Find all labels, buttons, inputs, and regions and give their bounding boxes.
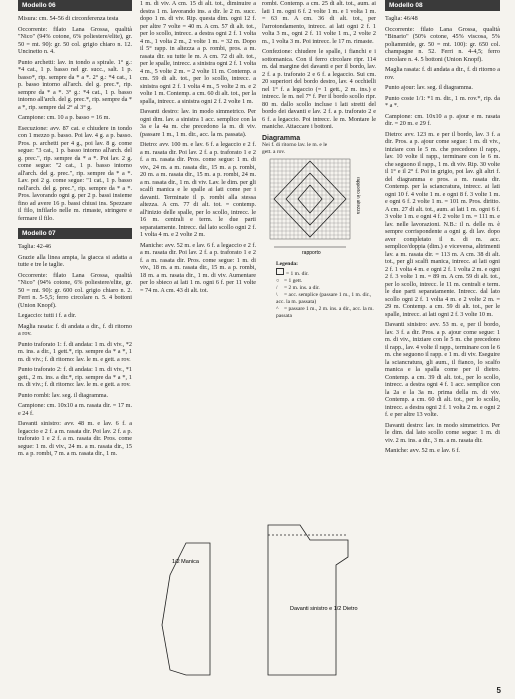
paragraph-occorrente-2: Occorrente: filato Lana Grossa, qualità "Nico" (94% cotone, 6% poliestere/elite, gr. 50 = mt. 90): gr. 600 col. grigio chiaro n. 2. Ferri n. 5-5,5; ferro circolare n. 5. 4 bottoni (Union Knopf). [18,271,132,309]
yarn-over-icon: ○ [276,278,280,284]
section-header-2: Modello 07 [18,228,132,239]
paragraph-continued: 1 m. di viv. A cm. 15 di alt. tot., diminuire a destra 1 m. lavorando ins. a dir. le 2 m. succ. dopo 1 m. di viv. Rip. questa dim. ogni 12 f. per altre 7 volte = 40 m. A cm. 57 di alt. tot., per lo scollo, intrecc. a destra ogni 2 f. 1 volta 4 m., 1 volta 2 m., 2 volte 1 m. = 32 m. Dopo il 5° rapp. in altezza a p. rombi, pros. a m. rasata dir. su tutte le m. A cm. 72 di alt. tot., per le spalle, intrecc. a sinistra ogni 2 f. 1 volta 4 m., 5 volte 2 m. = 2 volte 11 m. Contemp. a cm. 59 di alt. tot., per lo scollo, intrecc. a sinistra ogni 2 f. 1 volta 4 m., 5 volte 2 m. e 2 volte 1 m. Contemp. a cm. 60 di alt. tot., per la spalla, intrecc. a sinistra ogni 2 f. 2 volte 1 m. [140,0,256,105]
paragraph-misura: Misura: cm. 54-56 di circonferenza testa [18,15,119,22]
paragraph-traforato-2: Punto traforato 2: f. di andata: 1 m. di viv., *1 gett., 2 m. ins. a dir.*, rip. sempre da * a *, 1 m. di viv.; f. di ritorno: lav. le m. e gett. a rov. [18,366,132,388]
paragraph-maniche: Maniche: avv. 52 m. e lav. 6 f. [385,447,460,454]
paragraph-campione-2: Campione: cm. 10x10 a m. rasata dir. = 17 m. e 24 f. [18,402,132,417]
paragraph-campione: Campione: cm. 10 a p. basso = 16 m. [18,114,110,121]
paragraph-maniche: Maniche: avv. 52 m. e lav. 6 f. a legaccio e 2 f. a m. rasata dir. Poi lav. 2 f. a p. traforato 1 e 2 f. a m. rasata dir. Pros. come segue: 1 m. di viv., 18 m. a m. rasata dir., 15 m. a p. rombi, 18 m. a m. rasata dir., 1 m. di viv. Aumentare per lo sbieco ai lati 1 m. ogni 6 f. per 11 volte = 74 m. A cm. 43 di alt. tot. [140,241,256,294]
paragraph-punto-archetti: Punto archetti: lav. in tondo a spirale. 1° g.: *4 cat., 1 p. basso nel gr. succ., salt. 1 p. basso*, rip. sempre da * a *. 2° g.: *4 cat., 1 p. basso intorno all'arch. del g. prec.*, rip. sempre da * a *. 3° g.: *4 cat., 1 p. basso intorno all'arch. del g. prec.*, rip. sempre da * a *, rip. sempre dal 2° al 3° g. [18,58,132,111]
body-outline [268,525,348,675]
column-3 [262,0,376,320]
paragraph-intro: Grazie alla linea ampia, la giacca si adatta a tutte e tre le taglie. [18,253,132,268]
paragraph-costa: Punto coste 1/1: *1 m. dir., 1 m. rov.*, rip. da * a *. [385,94,500,109]
rapporto-altezza-label: rapporto in altezza [356,177,361,215]
knit-stitch-icon [276,268,284,275]
paragraph-ajour: Punto ajour: lav. seg. il diagramma. [385,84,473,91]
k2tog-icon: / [276,285,278,291]
double-decrease-icon: ^ [276,306,279,312]
manica-label: 1/2 Manica [172,559,199,565]
paragraph-esecuzione: Esecuzione: avv. 87 cat. e chiudere in tondo con 1 mezzo p. basso. Poi lav. 4 g. a p. basso. Pros. p. archetti per 4 g., poi lav. 8 g. come segue: "3 cat., 1 p. basso intorno all'arch. del g. prec.", rip. sempre da * a *. Poi lav. 2 g. come segue: "2 cat., 1 p. basso intorno all'arch. del g. prec.", rip. sempre da * a *. Lav. poi 2 g. come segue: "1 cat., 1 p. basso nell'arch. del g. prec.", rip. sempre da * a *. Pros. lavorando ogni g. per 2 p. bassi insieme fino ad avere 16 p. bassi chiusi ins. Spezzare il filo, infilarlo nelle m. rimaste, stringere e fermare il filo. [18,124,132,222]
column-4 [385,0,500,458]
paragraph-taglia: Taglia: 46/48 [385,15,418,22]
paragraph-dietro: Dietro: avv. 123 m. e per il bordo, lav. 3 f. a dir. Pros. a p. ajour come segue: 1 m. di viv., iniziare con le 5 m. che precedono il rapp., lav. 10 volte il rapp., terminare con le 6 m. che seguono il rapp., 1 m. di viv. Rip. 30 volte il 1° e il 2° f. Poi in grigio, poi lav. gli altri f. del diagramma e pros. a m. rasata dir. Contemp. per la sciancratura, intrecc. ai lati ogni 10 f. 4 volte 1 m. e ogni 8 f. 3 volte 1 m. e ogni 6 f. 2 volte 1 m. = 101 m. Pros. diritto. A cm. 27 di alt. tot., aum. ai lati 1 m. ogni 6 f. 3 volte 1 m. e ogni 4 f. 2 volte 1 m. = 111 m. e lav. nelle lavorazioni. N.B.: il n. delle m. è sempre corrispondente a ogni g. di lav. dopo aver completato il n. di m. acc. semplice/doppia (dim.) e viceversa, altrimenti lav. a m. rasata dir. = 113 m. A cm. 38 di alt. tot., per gli scalfi manica, intrecc. ai lati ogni 2 f. 1 volta 4 m. e ogni 2 f. 1 volta 2 m. e ogni 2 f. 3 volte 1 m. = 89 m. A cm. 59 di alt. tot., per lo scollo, intrecc. le 11 m. centrali e term. le due parti separatamente. Intrecc. dal lato scollo ogni 2 f. 1 volta 4 m. e 2 volte 2 m. = 29 m. Contemp. a cm. 59 di alt. tot., per le spalle, intrecc. ai lati ogni 2 f. 3 volte 10 m. [385,130,500,318]
paragraph-davanti-sx: Davanti sinistro: avv. 53 m. e, per il bordo, lav. 3 f. a dir. Pros. a p. ajour come segue: 1 m. di viv., iniziare con le 5 m. che precedono il rapp., lav. 4 volte il rapp., terminare con le 6 m. che seguono il rapp. e 1 m. di viv. Eseguire la sciancratura, gli aum., il fianco, lo scalfo manica e la spalla come per il dietro. Contemp. a cm. 39 di alt. tot., per lo scollo, intrecc. a destra ogni 4 f. 1 acc. semplice con la 2a e la 3a m. prima della m. di viv. Contemp. a cm. 60 di alt. tot., per lo scollo, intrecc. a destra ogni 2 f. 1 volta 2 m. e ogni 2 f. e per altre 13 volte. [385,321,500,418]
diagram-title: Diagramma [262,134,301,142]
paragraph-legaccio: Legaccio: tutti i f. a dir. [18,312,77,319]
paragraph-traforato-1: Punto traforato 1: f. di andata: 1 m. di viv., *2 m. ins. a dir., 1 gett.*, rip. sempre da * a *, 1 m. di viv.; f. di ritorno: lav. le m. e gett. a rov. [18,340,132,363]
column-1 [18,0,132,461]
paragraph-occorrente: Occorrente: filato Lana Grossa, qualità "Binario" (50% cotone, 45% viscosa, 5% poliammide, gr. 50 = mt. 100): gr. 650 col. champagne n. 52. Ferri n. 4-4,5; ferro circolare n. 4. 5 bottoni (Union Knopf). [385,25,500,63]
paragraph-davanti-dx: Davanti destro: lav. in modo simmetrico. Per le dim. dal lato scollo come segue: 1 m. di viv. 2 m. ins. a dir., 3 m. a m. rasata dir. [385,421,500,444]
legend-item: ○ = 1 gett. [276,278,303,284]
page-number: 5 [496,686,501,695]
legend-item: = 1 m. dir. [276,268,376,278]
paragraph-davanti-sx: Davanti sinistro: avv. 48 m. e lav. 6 f. a legaccio e 2 f. a m. rasata dir. Poi lav. 2 f. a p. traforato 1 e 2 f. a m. rasata dir. Pros. come segue: 1 m. di viv., 24 m. a m. rasata dir., 15 m. a p. rombi, 7 m. a m. rasata dir., 1 m. [18,420,132,457]
legend-title: Legenda: [276,261,298,267]
garment-schematics [150,505,380,695]
paragraph-maglia: Maglia rasata: f. di andata a dir., f. di ritorno a rov. [18,322,132,337]
column-2 [140,0,256,297]
legend [276,261,376,320]
ssk-icon: \ [276,292,278,298]
paragraph-maglia: Maglia rasata: f. di andata a dir., f. di ritorno a rov. [385,66,500,81]
paragraph-davanti-dx: Davanti destro: lav. in modo simmetrico. Per ogni dim. lav. a sinistra 1 acc. semplice con la 3a e la 4a m. che precedono la m. di viv. (passare 1 m., 1 m. dir., acc. la m. passata). [140,108,256,138]
paragraph-taglia: Taglia: 42-46 [18,243,52,250]
legend-item: \ = acc. semplice (passare 1 m., 1 m. dir., acc. la m. passata) [276,292,372,305]
section-header: Modello 08 [385,0,500,11]
paragraph-continued: rombi. Contemp. a cm. 25 di alt. tot., aum. ai lati 1 m. ogni 6 f. 2 volte 1 m. e 1 volta 1 m. = 63 m. A cm. 36 di alt. tot., per l'arrotondamento, intrecc. ai lati ogni 2 f. 1 volta 3 m., ogni 2 f. 11 volte 1 m., 2 volte 2 m., 1 volta 3 m. Poi intrecc. le 17 m. rimaste. [262,0,376,45]
paragraph-campione: Campione: cm. 10x10 a p. ajour e m. rasata dir. = 20 m. e 29 f. [385,112,500,127]
paragraph-occorrente: Occorrente: filato Lana Grossa, qualità "Nico" (94% cotone, 6% poliestere/elite), gr. 50 = mt. 90): gr. 50 col. grigio chiaro n. 12. Uncinetto n. 4. [18,25,132,55]
section-header: Modello 06 [18,0,132,11]
stitch-diagram [262,157,376,257]
legend-item: ^ = passare 1 m., 2 m. ins. a dir., acc. la m. passata [276,306,374,319]
rapporto-label: rapporto [302,250,321,256]
paragraph-confezione: Confezione: chiudere le spalle, i fianchi e i sottomanica. Con il ferro circolare ripr. 114 m. dal margine dei davanti e per il bordo, lav. 2 f. a p. traforato 2 e 6 f. a legaccio. Sui cm. 20 superiori del bordo destro, lav. 4 occhielli nel 1° f. a legaccio (= 1 gett., 2 m. ins.) e intrecc. le m. nel 7° f. Per il bordo scollo ripr. 80 m. dallo scollo incluse i lati stretti del bordo dei davanti e lav. 2 f. a p. traforato 2 e 6 f. a legaccio. Poi intrecc. le m. Montare le maniche. Attaccare i bottoni. [262,48,376,130]
diagram-note: Nei f. di ritorno lav. le m. e le gett. a rov. [262,142,328,155]
legend-item: / = 2 m. ins. a dir. [276,285,320,291]
paragraph-dietro: Dietro: avv. 100 m. e lav. 6 f. a legaccio e 2 f. a m. rasata dir. Poi lav. 2 f. a p. traforato 1 e 2 f. a m. rasata dir. Pros. come segue: 1 m. di viv., 24 m. a m. rasata dir., 15 m. a p. rombi, 20 m. a m. rasata dir., 15 m. a p. rombi, 24 m. a m. rasata dir., 1 m. di viv. Lav. le dim. per gli scalfi manica e le spalle ai lati come per i davanti. Terminate il p. rombi alla stessa altezza. A cm. 77 di alt. tot. = contemp. all'inizio delle spalle, per lo scollo, intrecc. le 16 m. centrali e term. le due parti separatamente. Intrecc. dal lato scollo ogni 2 f. 1 volta 4 m. e 2 volte 2 m. [140,141,256,238]
paragraph-rombi: Punto rombi: lav. seg. il diagramma. [18,391,108,399]
davanti-label: Davanti sinistro e 1/2 Dietro [290,606,358,612]
